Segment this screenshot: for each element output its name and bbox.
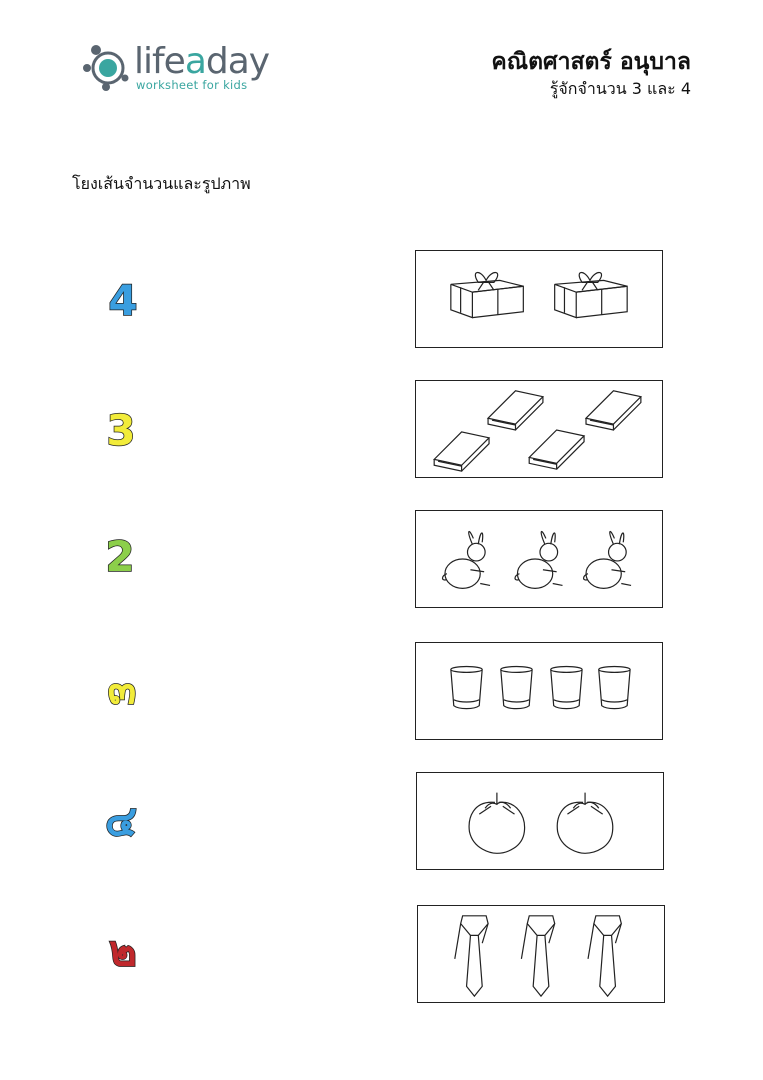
logo-tagline: worksheet for kids xyxy=(136,78,248,92)
numeral-item: ๒ xyxy=(109,926,137,975)
tomato-icon xyxy=(417,773,663,869)
picture-box-neckties xyxy=(417,905,665,1003)
instruction-text: โยงเส้นจำนวนและรูปภาพ xyxy=(72,174,251,193)
lifeaday-logo xyxy=(82,38,282,98)
gift-box-icon xyxy=(416,251,662,347)
worksheet-subtitle: รู้จักจำนวน 3 และ 4 xyxy=(549,79,691,98)
numeral-item: 2 xyxy=(105,532,135,581)
picture-box-gifts xyxy=(415,250,663,348)
glass-icon xyxy=(416,643,662,739)
numeral-item: 4 xyxy=(108,276,138,325)
numeral-item: ๔ xyxy=(105,796,137,845)
picture-box-rabbits xyxy=(415,510,663,608)
worksheet-heading xyxy=(491,46,691,100)
worksheet-title: คณิตศาสตร์ อนุบาล xyxy=(491,49,691,75)
picture-box-books xyxy=(415,380,663,478)
logo-molecule-icon xyxy=(82,40,134,92)
rabbit-icon xyxy=(416,511,662,607)
numeral-item: 3 xyxy=(106,406,136,455)
numeral-item: ๓ xyxy=(107,664,137,713)
picture-box-tomatoes xyxy=(416,772,664,870)
necktie-icon xyxy=(418,906,664,1002)
picture-box-glasses xyxy=(415,642,663,740)
logo-wordmark: lifeaday xyxy=(134,41,270,82)
book-icon xyxy=(416,381,662,477)
